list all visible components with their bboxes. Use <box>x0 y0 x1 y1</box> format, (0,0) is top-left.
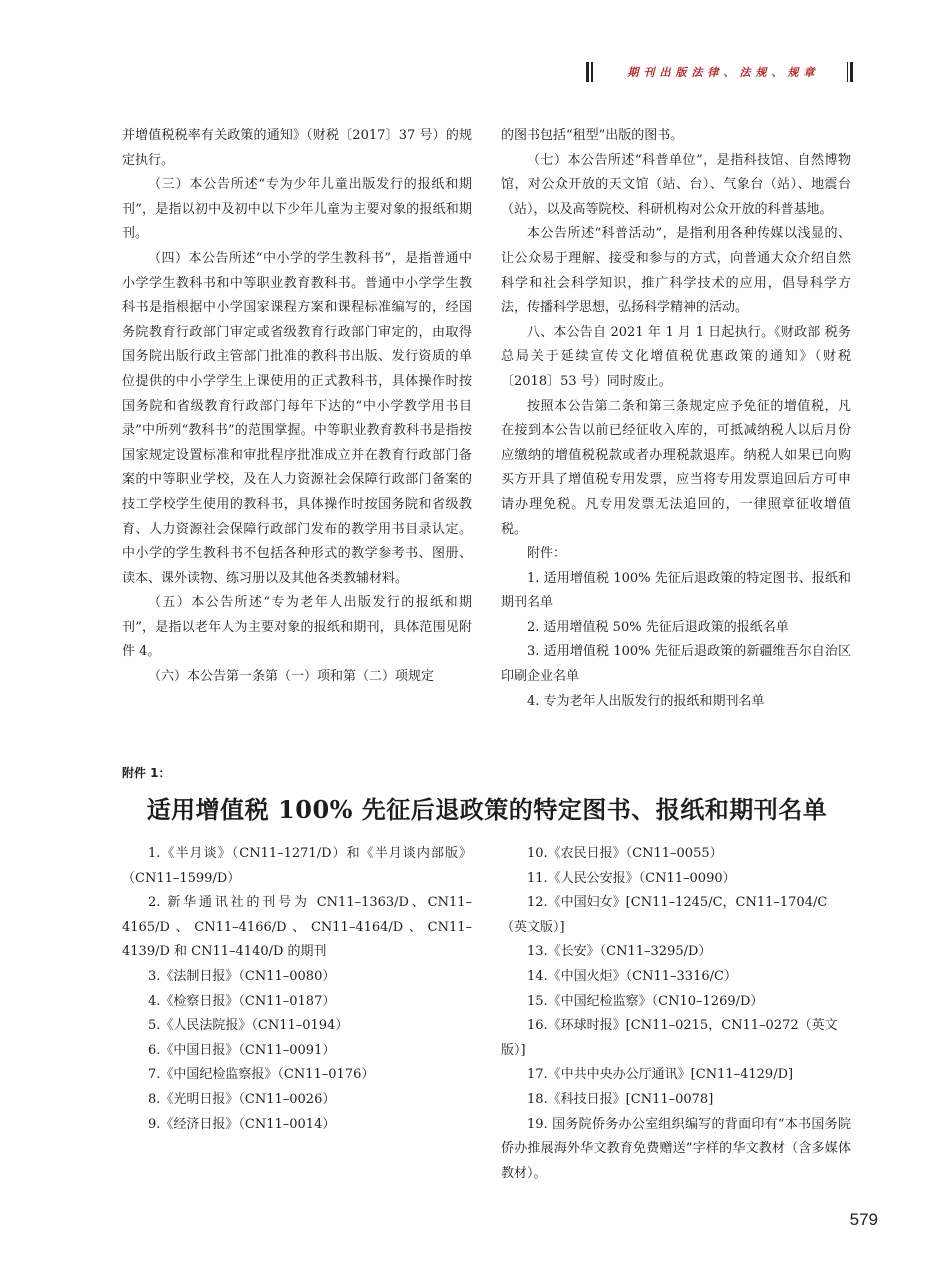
list-item: 1.《半月谈》（CN11–1271/D）和《半月谈内部版》（CN11–1599/D） <box>122 846 472 886</box>
paragraph: （四）本公告所述“中小学的学生教科书”，是指普通中小学学生教科书和中等职业教育教科书。普通中小学学生教科书是指根据中小学国家课程方案和课程标准编写的，经国务院教育行政部门审定或省级教育行政部门审定的，由取得国务院出版行政主管部门批准的教科书出版、发行资质的单位提供的中小学学生上课使用的正式教科书，具体操作时按国务院和省级教育行政部门每年下达的“中小学教学用书目录”中所列“教科书”的范围掌握。中等职业教育教科书是指按国家规定设置标准和审批程序批准成立并在教育行政部门备案的中等职业学校，及在人力资源社会保障行政部门备案的技工学校学生使用的教科书，具体操作时按国务院和省级教育、人力资源社会保障行政部门发布的教学用书目录认定。中小学的学生教科书不包括各种形式的教学参考书、图册、读本、课外读物、练习册以及其他各类教辅材料。 <box>122 250 472 586</box>
header-bar-right-thin <box>847 62 849 82</box>
annex-title: 适用增值税 100% 先征后退政策的特定图书、报纸和期刊名单 <box>146 795 828 824</box>
list-item: 15.《中国纪检监察》（CN10–1269/D） <box>527 993 764 1009</box>
attachment-item: 4. 专为老年人出版发行的报纸和期刊名单 <box>527 693 765 709</box>
running-header-title: 期刊出版法律、法规、规章 <box>627 66 820 79</box>
body-column-left <box>122 124 472 690</box>
paragraph: （五）本公告所述“专为老年人出版发行的报纸和期刊”，是指以老年人为主要对象的报纸和期刊，具体范围见附件 4。 <box>122 595 472 660</box>
header-bar-right <box>850 62 853 82</box>
annex-list-right <box>501 842 851 1186</box>
header-bar-left <box>586 62 589 82</box>
paragraph: 八、本公告自 2021 年 1 月 1 日起执行。《财政部 税务总局关于延续宣传文化增值税优惠政策的通知》（财税〔2018〕53 号）同时废止。 <box>501 324 851 389</box>
paragraph: 本公告所述“科普活动”，是指利用各种传媒以浅显的、让公众易于理解、接受和参与的方式，向普通大众介绍自然科学和社会科学知识，推广科学技术的应用，倡导科学方法，传播科学思想，弘扬科学精神的活动。 <box>501 226 851 316</box>
list-item: 17.《中共中央办公厅通讯》[CN11–4129/D] <box>527 1067 794 1083</box>
list-item: 14.《中国火炬》（CN11–3316/C） <box>527 968 737 984</box>
list-item: 11.《人民公安报》（CN11–0090） <box>527 870 736 886</box>
list-item: 8.《光明日报》（CN11–0026） <box>148 1091 336 1107</box>
list-item: 10.《农民日报》（CN11–0055） <box>527 846 723 861</box>
attachment-item: 3. 适用增值税 100% 先征后退政策的新疆维吾尔自治区印刷企业名单 <box>501 644 851 685</box>
list-item: 12.《中国妇女》[CN11–1245/C，CN11–1704/C（英文版）] <box>501 895 828 935</box>
paragraph: 并增值税税率有关政策的通知》（财税〔2017〕37 号）的规定执行。 <box>122 128 472 168</box>
paragraph: （六）本公告第一条第（一）项和第（二）项规定 <box>148 669 435 685</box>
body-column-right <box>501 124 851 714</box>
list-item: 6.《中国日报》（CN11–0091） <box>148 1042 336 1058</box>
annex-list-left <box>122 842 472 1137</box>
list-item: 13.《长安》（CN11–3295/D） <box>527 944 712 960</box>
paragraph: （七）本公告所述“科普单位”，是指科技馆、自然博物馆，对公众开放的天文馆（站、台）、气象台（站）、地震台（站），以及高等院校、科研机构对公众开放的科普基地。 <box>501 152 851 217</box>
list-item: 19. 国务院侨务办公室组织编写的背面印有“本书国务院侨办推展海外华文教育免费赠送”字样的华文教材（含多媒体教材）。 <box>501 1116 851 1181</box>
running-header <box>585 62 854 82</box>
list-item: 7.《中国纪检监察报》（CN11–0176） <box>148 1067 375 1083</box>
paragraph: 按照本公告第二条和第三条规定应予免征的增值税，凡在接到本公告以前已经征收入库的，可抵减纳税人以后月份应缴纳的增值税税款或者办理税款退库。纳税人如果已向购买方开具了增值税专用发票，应当将专用发票追回后方可申请办理免税。凡专用发票无法追回的，一律照章征收增值税。 <box>501 398 851 537</box>
paragraph: 的图书包括“租型”出版的图书。 <box>501 128 684 143</box>
list-item: 5.《人民法院报》（CN11–0194） <box>148 1018 349 1034</box>
annex-label: 附件 1： <box>122 766 171 780</box>
list-item: 3.《法制日报》（CN11–0080） <box>148 968 336 984</box>
list-item: 16.《环球时报》[CN11–0215，CN11–0272（英文版）] <box>501 1018 838 1058</box>
page-number: 579 <box>849 1210 878 1229</box>
attachment-item: 1. 适用增值税 100% 先征后退政策的特定图书、报纸和期刊名单 <box>501 570 851 611</box>
list-item: 18.《科技日报》[CN11–0078] <box>527 1091 714 1107</box>
list-item: 4.《检察日报》（CN11–0187） <box>148 993 336 1009</box>
attachment-item: 2. 适用增值税 50% 先征后退政策的报纸名单 <box>527 619 789 635</box>
list-item: 2. 新华通讯社的刊号为 CN11–1363/D、CN11–4165/D、CN11–4166/D、CN11–4164/D、CN11–4139/D 和 CN11–4140/D 的期刊 <box>122 895 472 960</box>
paragraph: （三）本公告所述“专为少年儿童出版发行的报纸和期刊”，是指以初中及初中以下少年儿童为主要对象的报纸和期刊。 <box>122 177 472 242</box>
header-bar-left-thin <box>591 62 593 82</box>
list-item: 9.《经济日报》（CN11–0014） <box>148 1116 336 1132</box>
attachments-label: 附件： <box>527 546 567 562</box>
